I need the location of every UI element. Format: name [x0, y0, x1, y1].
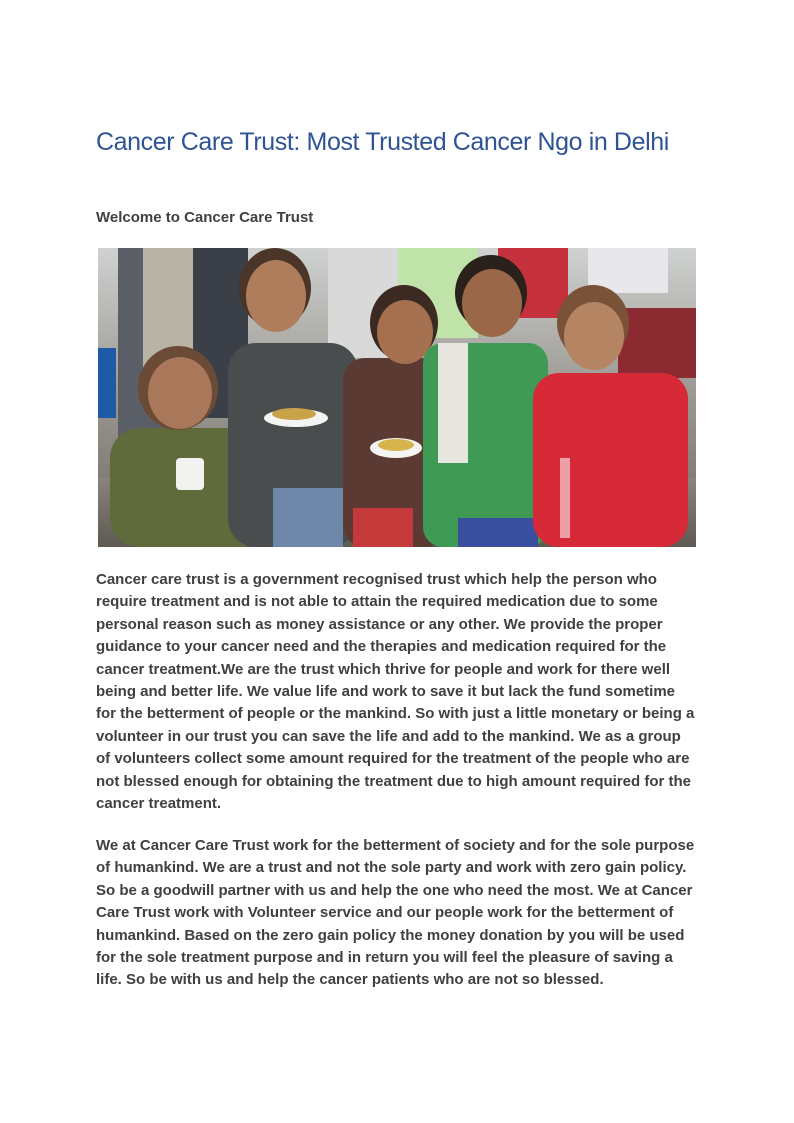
children-photo — [98, 248, 696, 547]
page-title: Cancer Care Trust: Most Trusted Cancer Ngo in Delhi — [96, 128, 669, 156]
section-heading: Welcome to Cancer Care Trust — [96, 209, 314, 226]
body-paragraph-2: We at Cancer Care Trust work for the betterment of society and for the sole purpose of humankind. We are a trust and not the sole party and work with zero gain policy. So be a goodwill partner with us and help the one who need the most. We at Cancer Care Trust work with Volunteer service and our people work for the betterment of humankind. Based on the zero gain policy the money donation by you will be used for the sole treatment purpose and in return you will feel the pleasure of saving a life. So be with us and help the cancer patients who are not so blessed. — [96, 837, 695, 989]
body-paragraph-1: Cancer care trust is a government recognised trust which help the person who require treatment and is not able to attain the required medication due to some personal reason such as money assistance or any other. We provide the proper guidance to your cancer need and the therapies and medication required for the cancer treatment.We are the trust which thrive for people and work for there well being and better life. We value life and work to save it but lack the fund sometime for the betterment of people or the mankind. So with just a little monetary or being a volunteer in our trust you can save the life and add to the mankind. We as a group of volunteers collect some amount required for the treatment of the people who are not blessed enough for obtaining the treatment due to high amount required for the cancer treatment. — [96, 571, 695, 813]
